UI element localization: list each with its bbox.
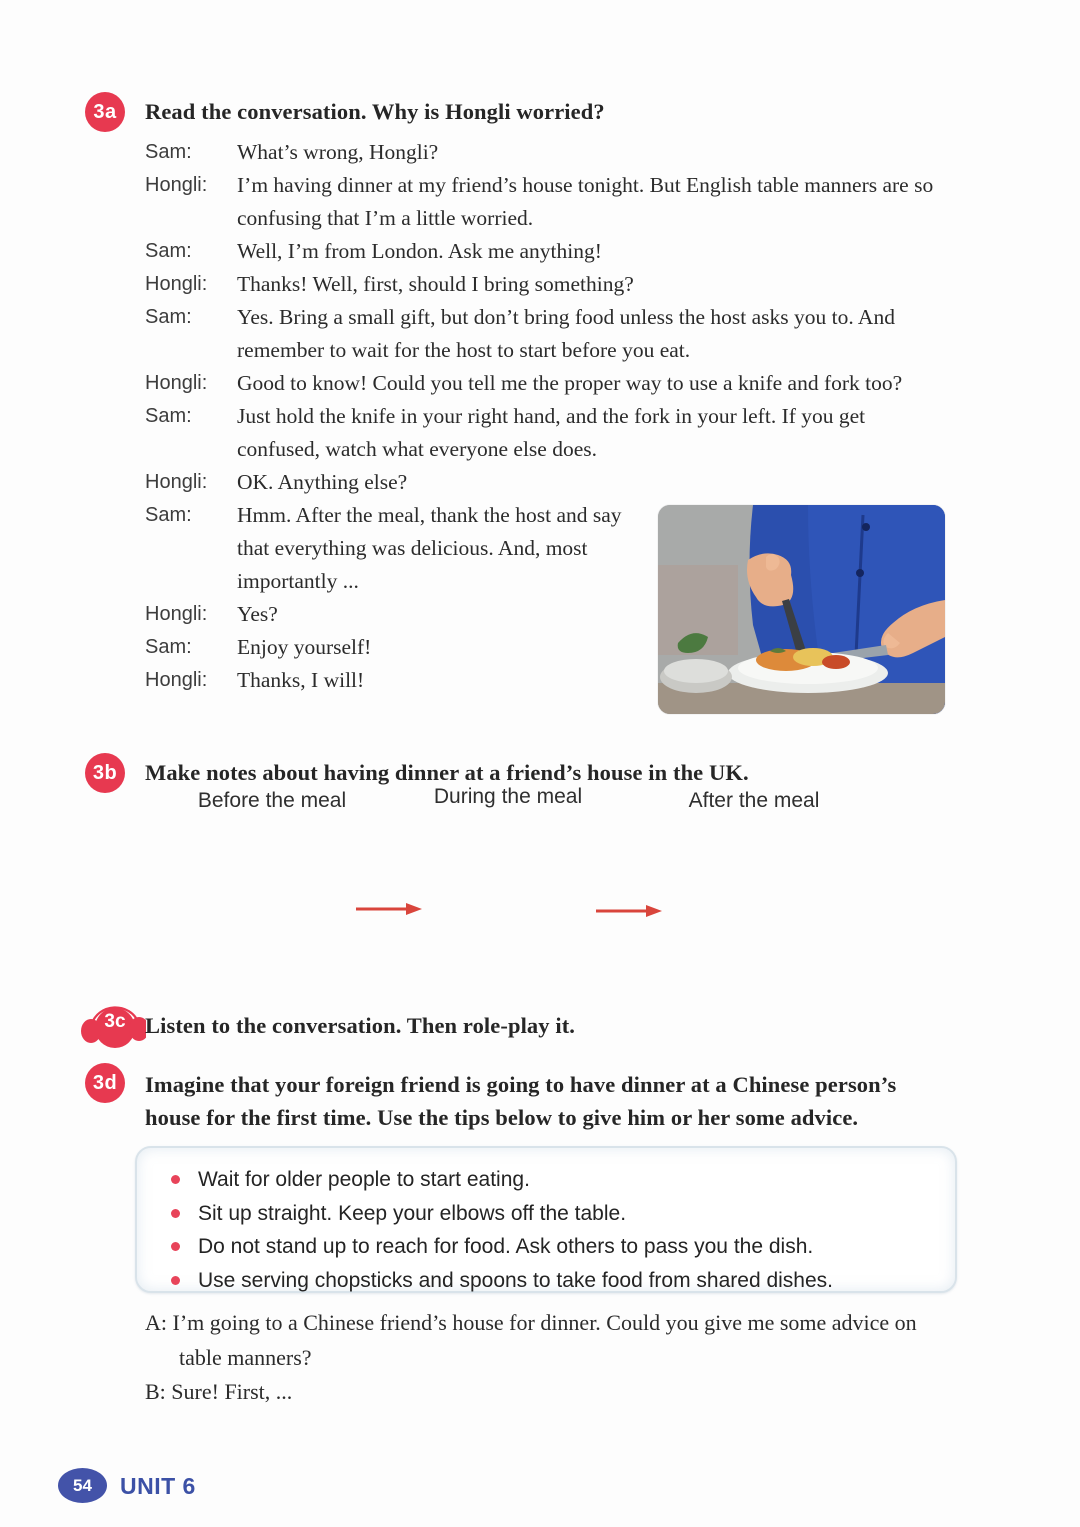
model-dialogue-text: Sure! First, ...	[171, 1379, 293, 1404]
dialogue-speaker: Sam:	[145, 405, 192, 427]
dinner-photo-illustration	[658, 505, 945, 714]
tip-item	[165, 1163, 937, 1197]
model-dialogue-row	[145, 1306, 960, 1375]
tips-list	[165, 1163, 937, 1297]
dialogue-speaker: Hongli:	[145, 273, 208, 295]
section-3c-title: Listen to the conversation. Then role-play it.	[145, 1013, 576, 1038]
dialogue-speaker: Hongli:	[145, 669, 208, 691]
tips-box	[135, 1146, 957, 1293]
dialogue-row	[145, 400, 955, 466]
dialogue-text: Thanks! Well, first, should I bring something?	[237, 272, 634, 296]
dialogue-speaker: Hongli:	[145, 471, 208, 493]
dialogue-speaker: Sam:	[145, 306, 192, 328]
section-3b-badge: 3b	[85, 753, 125, 793]
dialogue-text: Yes?	[237, 602, 278, 626]
dialogue-text: I’m having dinner at my friend’s house tonight. But English table manners are so confusing that I’m a little worried.	[237, 173, 934, 230]
dialogue-row	[145, 235, 955, 268]
tip-text: Wait for older people to start eating.	[198, 1168, 530, 1191]
bullet-icon	[171, 1242, 180, 1251]
column-header-during-meal: During the meal	[433, 785, 583, 808]
tip-text: Do not stand up to reach for food. Ask others to pass you the dish.	[198, 1235, 814, 1258]
dialogue-speaker: Sam:	[145, 636, 192, 658]
dialogue-speaker: Hongli:	[145, 603, 208, 625]
dinner-photo	[658, 505, 945, 714]
column-header-after-meal: After the meal	[688, 789, 820, 812]
dialogue-speaker: Sam:	[145, 240, 192, 262]
dialogue-text: Well, I’m from London. Ask me anything!	[237, 239, 602, 263]
dialogue-row	[145, 136, 955, 169]
page-number-badge: 54	[58, 1468, 107, 1503]
dialogue-row	[145, 169, 955, 235]
section-3a-title: Read the conversation. Why is Hongli worried?	[145, 99, 605, 124]
dialogue-row	[145, 466, 955, 499]
section-3b-title: Make notes about having dinner at a friend’s house in the UK.	[145, 760, 749, 785]
column-header-before-meal: Before the meal	[197, 789, 347, 812]
dialogue-text: Hmm. After the meal, thank the host and say that everything was delicious. And, most importantly ...	[237, 503, 622, 593]
dialogue-text: Thanks, I will!	[237, 668, 365, 692]
model-dialogue-row	[145, 1375, 960, 1410]
dialogue-text: Just hold the knife in your right hand, and the fork in your left. If you get confused, watch what everyone else does.	[237, 404, 866, 461]
dialogue-text: What’s wrong, Hongli?	[237, 140, 439, 164]
dialogue-speaker: Sam:	[145, 141, 192, 163]
right-arrow-icon	[596, 904, 662, 918]
tip-item	[165, 1264, 937, 1298]
section-3d-title: Imagine that your foreign friend is going to have dinner at a Chinese person’s house for the first time. Use the tips below to give him or her some advice.	[145, 1072, 897, 1130]
dialogue-text: Good to know! Could you tell me the proper way to use a knife and fork too?	[237, 371, 903, 395]
dialogue-speaker: Hongli:	[145, 372, 208, 394]
tip-text: Use serving chopsticks and spoons to take food from shared dishes.	[198, 1268, 834, 1292]
model-dialogue-speaker: B:	[145, 1379, 166, 1404]
dialogue-row	[145, 367, 955, 400]
dialogue-text: OK. Anything else?	[237, 470, 408, 494]
bullet-icon	[171, 1209, 180, 1218]
bullet-icon	[171, 1175, 180, 1184]
dialogue-row	[145, 301, 955, 367]
headphones-icon	[80, 995, 146, 1051]
unit-label: UNIT 6	[120, 1473, 196, 1499]
dialogue-speaker: Hongli:	[145, 174, 208, 196]
section-3c-badge: 3c	[104, 1011, 126, 1032]
dialogue-speaker: Sam:	[145, 504, 192, 526]
right-arrow-icon	[356, 902, 422, 916]
dialogue-text: Enjoy yourself!	[237, 635, 372, 659]
model-dialogue-speaker: A:	[145, 1310, 167, 1335]
model-dialogue	[145, 1306, 960, 1410]
section-3d-badge: 3d	[85, 1063, 125, 1103]
dialogue-text: Yes. Bring a small gift, but don’t bring food unless the host asks you to. And remember to wait for the host to start before you eat.	[237, 305, 895, 362]
model-dialogue-text: I’m going to a Chinese friend’s house for dinner. Could you give me some advice on table manners?	[172, 1310, 917, 1370]
section-3a-badge: 3a	[85, 92, 125, 132]
tip-item	[165, 1230, 937, 1264]
tip-item	[165, 1197, 937, 1231]
bullet-icon	[171, 1276, 180, 1285]
tip-text: Sit up straight. Keep your elbows off the table.	[198, 1201, 627, 1225]
dialogue-row	[145, 268, 955, 301]
